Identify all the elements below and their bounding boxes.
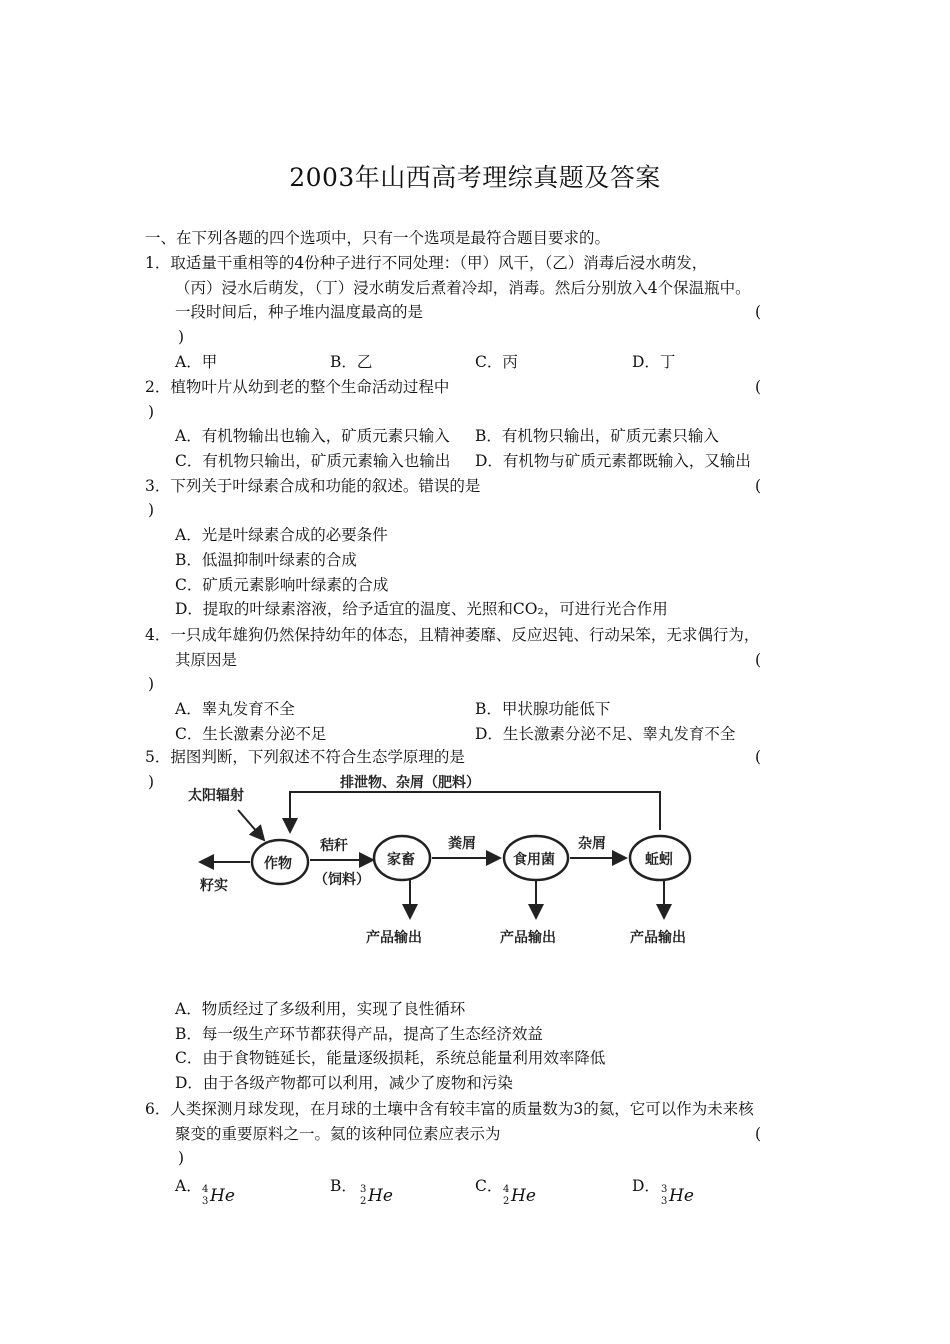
label-feed: （饲料） xyxy=(314,872,370,888)
q5-paren-open: ( xyxy=(755,748,762,766)
q3-paren-open: ( xyxy=(755,477,762,495)
q6-option-a: A． xyxy=(175,1177,202,1195)
label-crop: 作物 xyxy=(264,856,292,872)
q6-option-d: D． xyxy=(632,1177,660,1195)
q2-option-a: A．有机物输出也输入，矿质元素只输入 xyxy=(175,427,450,445)
q4-paren-open: ( xyxy=(755,651,762,669)
q2-line1: 2．植物叶片从幼到老的整个生命活动过程中 xyxy=(145,378,450,396)
label-output-1: 产品输出 xyxy=(366,930,422,946)
q2-option-b: B．有机物只输出，矿质元素只输入 xyxy=(475,427,719,445)
q1-paren-open: ( xyxy=(755,303,762,321)
q3-line1: 3．下列关于叶绿素合成和功能的叙述。错误的是 xyxy=(145,477,481,495)
isotope-c: 4 2 He xyxy=(503,1184,536,1207)
q5-line1: 5．据图判断，下列叙述不符合生态学原理的是 xyxy=(145,748,465,766)
q1-line2: （丙）浸水后萌发，（丁）浸水萌发后煮着冷却，消毒。然后分别放入4个保温瓶中。 xyxy=(175,279,751,297)
label-fungi: 食用菌 xyxy=(513,852,555,868)
q5-option-c: C．由于食物链延长，能量逐级损耗，系统总能量利用效率降低 xyxy=(175,1049,606,1067)
q2-option-d: D．有机物与矿质元素都既输入，又输出 xyxy=(475,452,751,470)
page-title: 2003年山西高考理综真题及答案 xyxy=(289,163,661,192)
q5-option-a: A．物质经过了多级利用，实现了良性循环 xyxy=(175,1000,466,1018)
label-worm: 蚯蚓 xyxy=(645,852,673,868)
label-excreta: 排泄物、杂屑（肥料） xyxy=(340,775,480,791)
sun-arrow xyxy=(238,810,264,840)
feedback-loop-line xyxy=(290,792,660,832)
q5-option-b: B．每一级生产环节都获得产品，提高了生态经济效益 xyxy=(175,1025,543,1043)
q4-option-c: C．生长激素分泌不足 xyxy=(175,725,327,743)
label-grain: 籽实 xyxy=(200,878,228,894)
label-output-3: 产品输出 xyxy=(630,930,686,946)
q1-option-b: B．乙 xyxy=(330,353,373,371)
label-residue: 杂屑 xyxy=(578,836,606,852)
q4-option-d: D．生长激素分泌不足、睾丸发育不全 xyxy=(475,725,736,743)
q2-option-c: C．有机物只输出，矿质元素输入也输出 xyxy=(175,452,451,470)
q4-paren-close: ) xyxy=(148,675,155,693)
q4-line1: 4．一只成年雄狗仍然保持幼年的体态，且精神萎靡、反应迟钝、行动呆笨，无求偶行为， xyxy=(145,626,760,644)
label-output-2: 产品输出 xyxy=(500,930,556,946)
q1-line1: 1．取适量干重相等的4份种子进行不同处理：（甲）风干，（乙）消毒后浸水萌发， xyxy=(145,254,708,272)
section-heading: 一、在下列各题的四个选项中，只有一个选项是最符合题目要求的。 xyxy=(145,229,611,247)
q3-paren-close: ) xyxy=(148,501,155,519)
label-livestock: 家畜 xyxy=(387,852,415,868)
ecosystem-diagram xyxy=(180,770,740,960)
q1-option-d: D．丁 xyxy=(632,353,676,371)
q1-paren-close: ) xyxy=(178,328,185,346)
q6-option-b: B． xyxy=(330,1177,357,1195)
q1-option-a: A．甲 xyxy=(175,353,218,371)
q6-line1: 6．人类探测月球发现，在月球的土壤中含有较丰富的质量数为3的氦，它可以作为未来核 xyxy=(145,1100,754,1118)
q3-option-d: D．提取的叶绿素溶液，给予适宜的温度、光照和CO₂，可进行光合作用 xyxy=(175,600,668,618)
isotope-b: 3 2 He xyxy=(360,1184,393,1207)
q4-line2: 其原因是 xyxy=(175,651,238,669)
q6-paren-close: ) xyxy=(178,1149,185,1167)
label-straw: 秸秆 xyxy=(320,838,348,854)
label-manure: 粪屑 xyxy=(448,836,476,852)
q3-option-a: A．光是叶绿素合成的必要条件 xyxy=(175,526,388,544)
label-sun: 太阳辐射 xyxy=(188,788,244,804)
q6-option-c: C． xyxy=(475,1177,503,1195)
isotope-a: 4 3 He xyxy=(202,1184,235,1207)
q3-option-c: C．矿质元素影响叶绿素的合成 xyxy=(175,576,389,594)
q4-option-b: B．甲状腺功能低下 xyxy=(475,700,611,718)
q4-option-a: A．睾丸发育不全 xyxy=(175,700,295,718)
isotope-d: 3 3 He xyxy=(661,1184,694,1207)
q3-option-b: B．低温抑制叶绿素的合成 xyxy=(175,551,357,569)
q2-paren-open: ( xyxy=(755,378,762,396)
q1-option-c: C．丙 xyxy=(475,353,518,371)
q5-option-d: D．由于各级产物都可以利用，减少了废物和污染 xyxy=(175,1074,513,1092)
q2-paren-close: ) xyxy=(148,403,155,421)
q6-paren-open: ( xyxy=(755,1125,762,1143)
q1-line3: 一段时间后，种子堆内温度最高的是 xyxy=(175,303,424,321)
q6-line2: 聚变的重要原料之一。氦的该种同位素应表示为 xyxy=(175,1125,501,1143)
q5-paren-close: ) xyxy=(148,773,155,791)
